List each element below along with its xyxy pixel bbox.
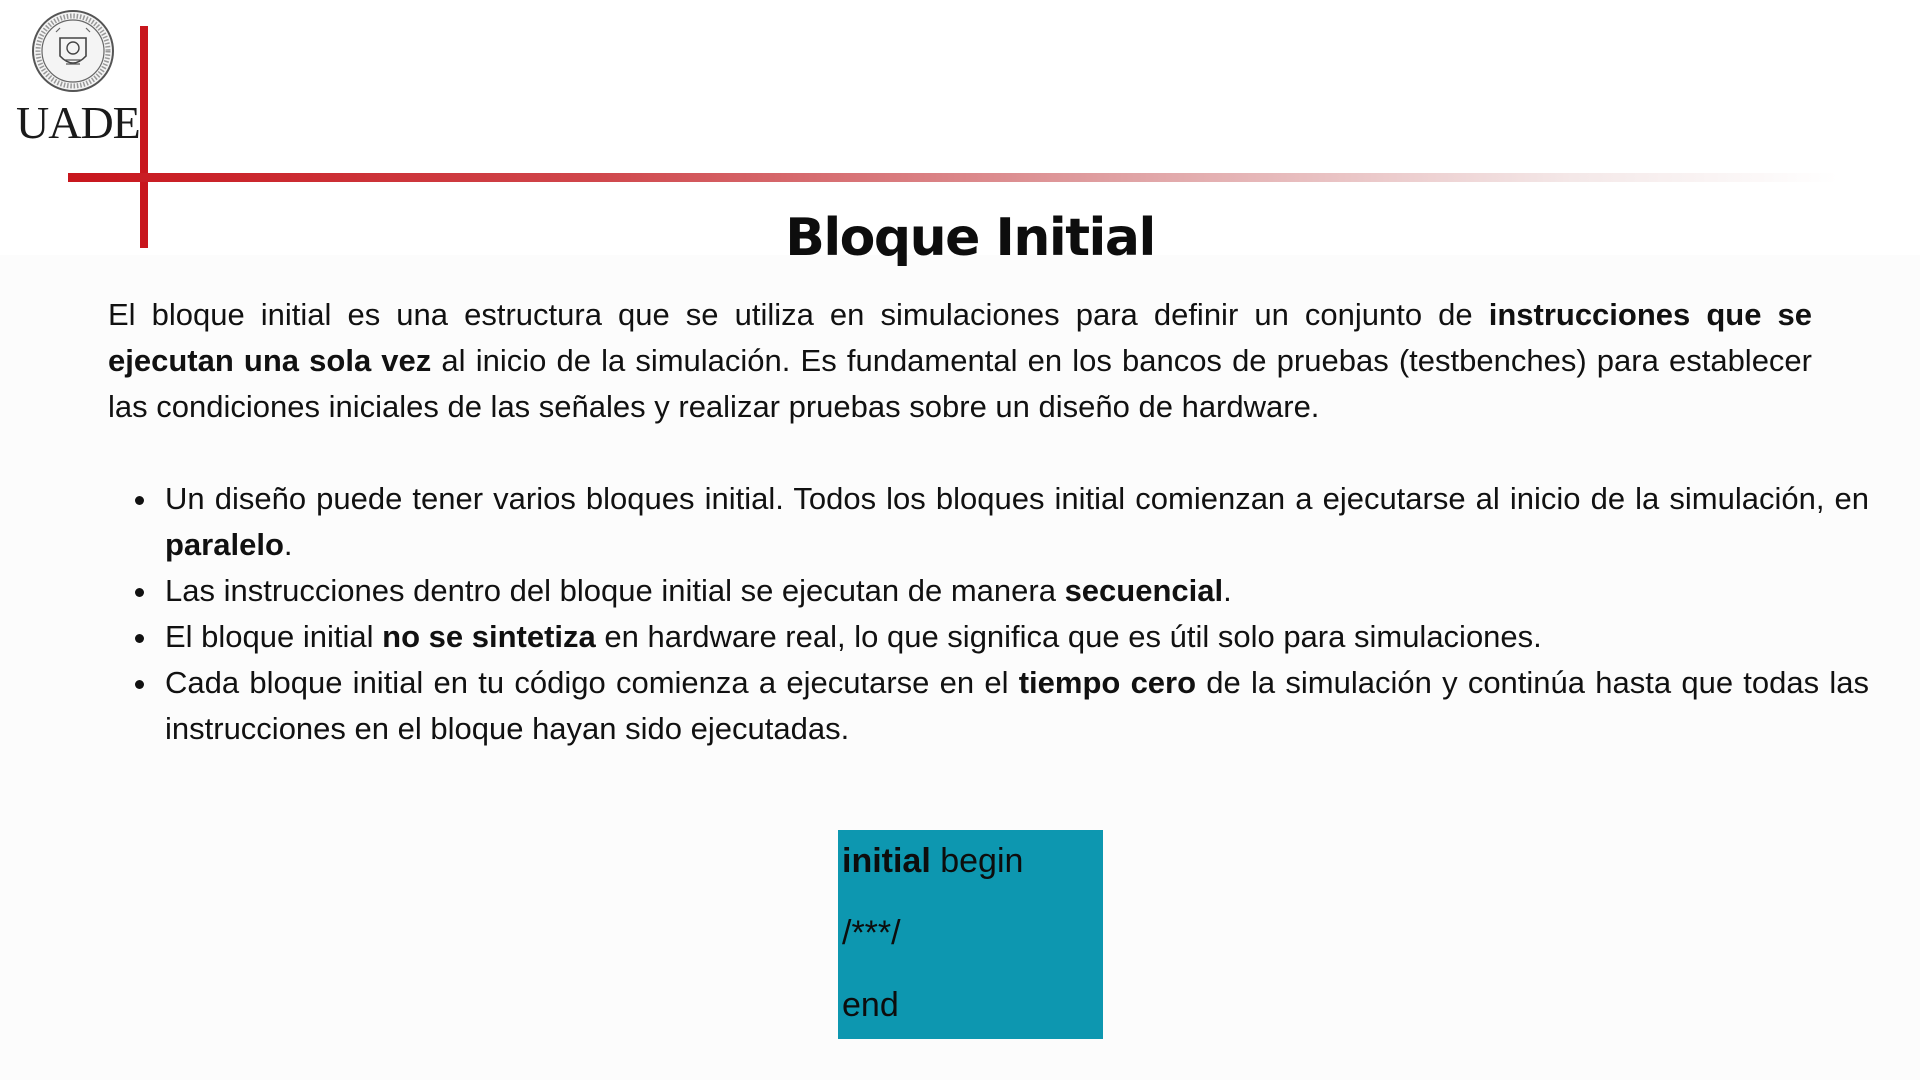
code-keyword: initial <box>842 842 931 880</box>
red-horizontal-rule <box>68 173 1838 182</box>
code-line-end: end <box>842 986 899 1024</box>
bullet-bold: paralelo <box>165 527 284 562</box>
code-line-comment: /***/ <box>842 914 901 952</box>
bullet-text: . <box>283 527 293 562</box>
bullet-text: en hardware real, lo que significa que es útil solo para simulaciones. <box>595 619 1542 654</box>
bullet-list <box>108 476 1869 752</box>
bullet-text: Las instrucciones dentro del bloque initial se ejecutan de manera <box>165 573 1065 608</box>
intro-paragraph <box>108 292 1812 430</box>
bullet-bold: no se sintetiza <box>382 619 596 654</box>
intro-text-2: al inicio de la simulación. Es fundamental en los bancos de pruebas (testbenches) para establecer las condiciones iniciales de las señales y realizar pruebas sobre un diseño de hardware. <box>108 343 1812 424</box>
bullet-item <box>165 568 1869 614</box>
code-example-box <box>838 830 1103 1039</box>
intro-text-1: El bloque initial es una estructura que se utiliza en simulaciones para definir un conjunto de <box>108 297 1489 332</box>
university-seal-icon <box>30 8 116 94</box>
slide-title: Bloque Initial <box>785 208 1155 268</box>
code-begin: begin <box>930 842 1024 880</box>
intro-bold: instrucciones que se ejecutan una sola vez <box>108 297 1812 378</box>
bullet-bold: tiempo cero <box>1018 665 1197 700</box>
code-line-begin <box>842 842 1023 881</box>
bullet-item <box>165 614 1869 660</box>
bullet-text: . <box>1223 573 1232 608</box>
bullet-item <box>165 660 1869 752</box>
logo-text: UADE <box>16 97 140 148</box>
bullet-text: de la simulación y continúa hasta que todas las instrucciones en el bloque hayan sido ejecutadas. <box>165 665 1869 746</box>
bullet-text: Un diseño puede tener varios bloques initial. Todos los bloques initial comienzan a ejecutarse al inicio de la simulación, en <box>165 481 1869 516</box>
uade-logo <box>16 8 140 148</box>
bullet-bold: secuencial <box>1064 573 1224 608</box>
bullet-text: Cada bloque initial en tu código comienza a ejecutarse en el <box>165 665 1019 700</box>
bullet-text: El bloque initial <box>165 619 383 654</box>
bullet-item <box>165 476 1869 568</box>
